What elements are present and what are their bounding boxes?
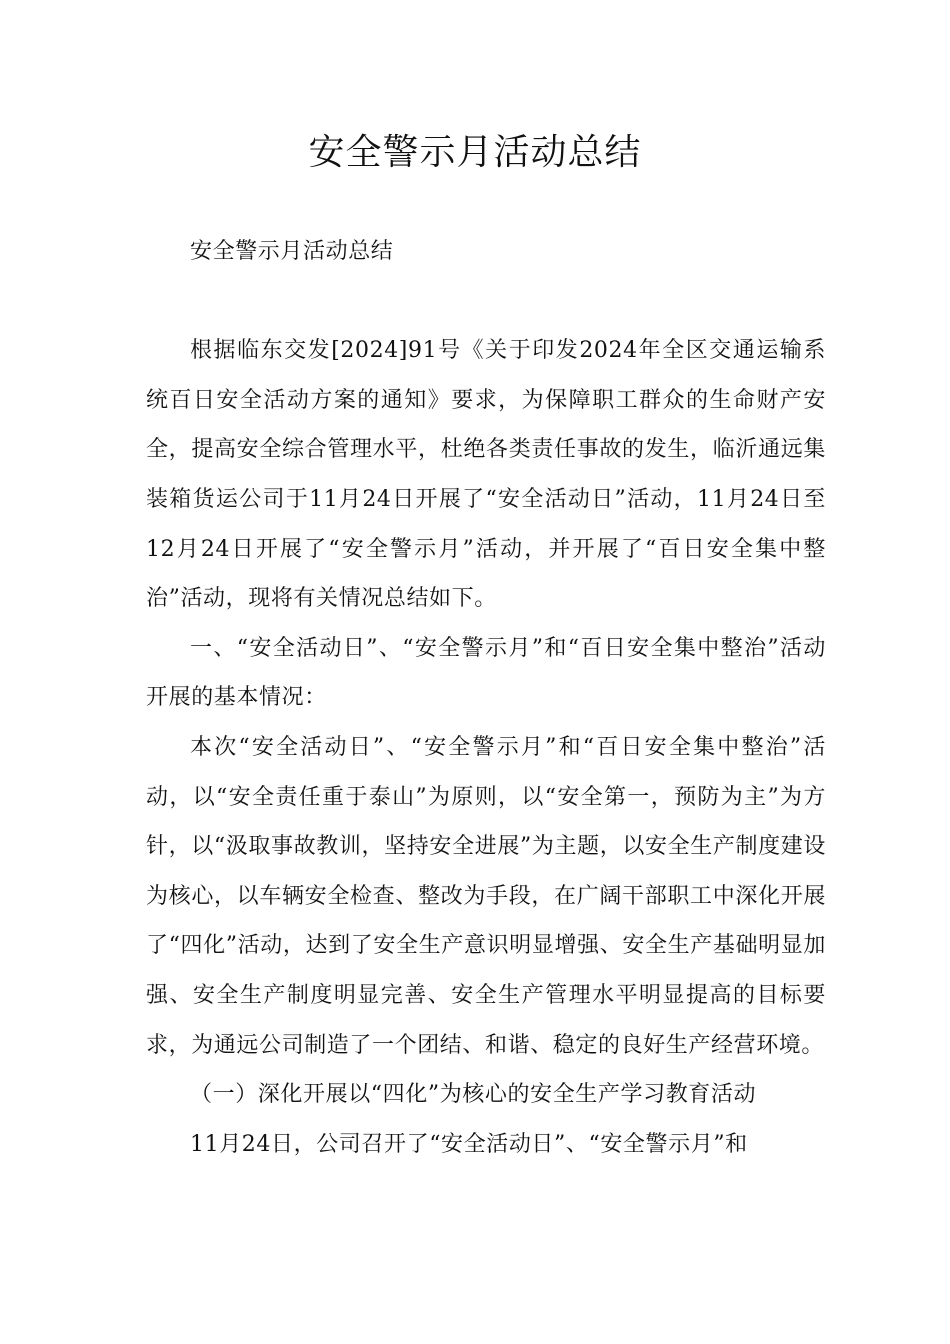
paragraph-intro: 根据临东交发[2024]91号《关于印发2024年全区交通运输系统百日安全活动方案的通知》要求，为保障职工群众的生命财产安全，提高安全综合管理水平，杜绝各类责任事故的发生，临沂通远集装箱货运公司于11月24日开展了“安全活动日”活动，11月24日至12月24日开展了“安全警示月”活动，并开展了“百日安全集中整治”活动，现将有关情况总结如下。 bbox=[146, 338, 826, 612]
paragraph-overview: 本次“安全活动日”、“安全警示月”和“百日安全集中整治”活动，以“安全责任重于泰山”为原则，以“安全第一，预防为主”为方针，以“汲取事故教训，坚持安全进展”为主题，以安全生产制度建设为核心，以车辆安全检查、整改为手段，在广阔干部职工中深化开展了“四化”活动，达到了安全生产意识明显增强、安全生产基础明显加强、安全生产制度明显完善、安全生产管理水平明显提高的目标要求，为通远公司制造了一个团结、和谐、稳定的良好生产经营环境。 bbox=[146, 734, 826, 1058]
subsection-heading-1: （一）深化开展以“四化”为核心的安全生产学习教育活动 bbox=[190, 1082, 757, 1108]
section-heading-1: 一、“安全活动日”、“安全警示月”和“百日安全集中整治”活动开展的基本情况： bbox=[146, 635, 826, 711]
document-title: 安全警示月活动总结 bbox=[308, 132, 642, 173]
document-body bbox=[146, 227, 826, 1169]
document-subtitle: 安全警示月活动总结 bbox=[190, 239, 394, 264]
paragraph-meeting: 11月24日，公司召开了“安全活动日”、“安全警示月”和 bbox=[190, 1131, 748, 1157]
